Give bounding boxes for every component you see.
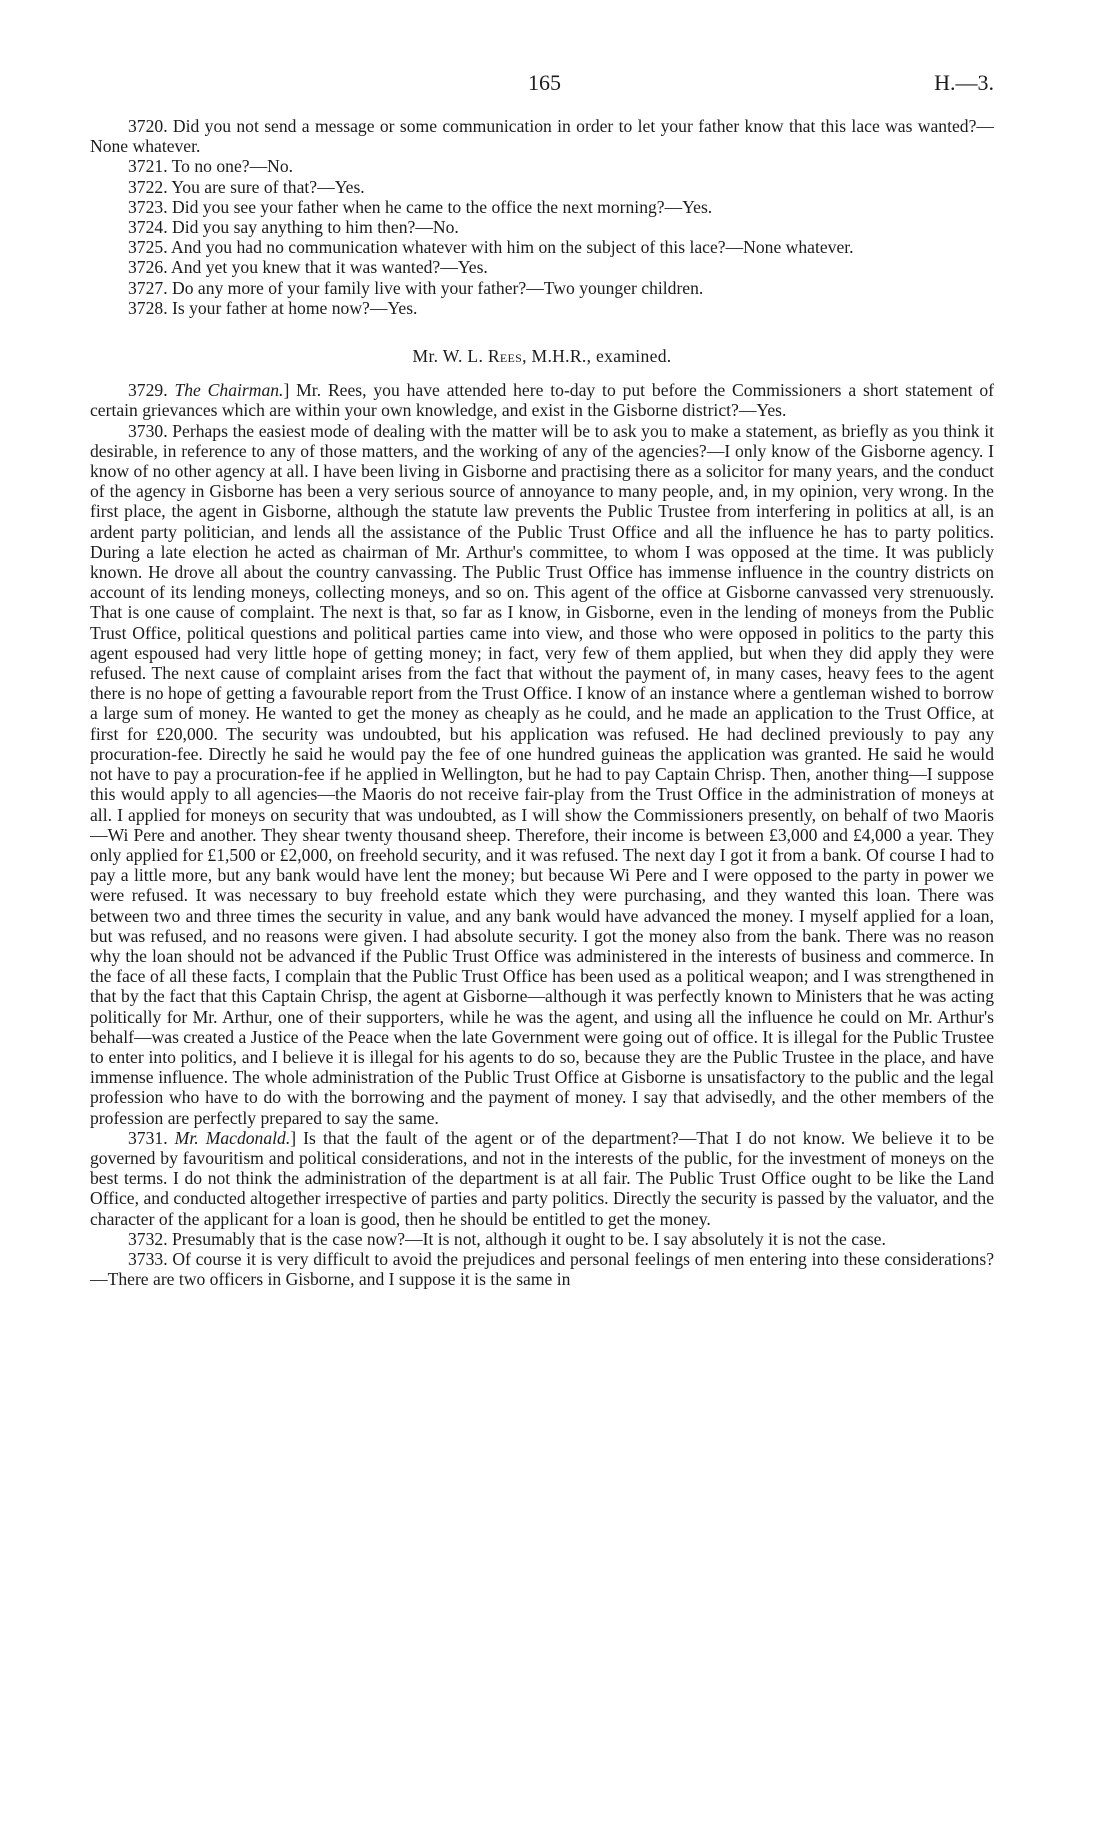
question-3724: 3724. Did you say anything to him then?—No.: [128, 217, 459, 238]
witness-heading: [90, 346, 994, 366]
heading-name: Rees: [487, 346, 523, 367]
body-text: [90, 116, 994, 1289]
question-3731: [90, 1128, 994, 1229]
question-3722: 3722. You are sure of that?—Yes.: [128, 176, 365, 197]
document-reference: H.—3.: [934, 70, 994, 95]
question-number: 3729.: [128, 380, 175, 401]
question-text: ] Mr. Rees, you have attended here to-day to put before the Commissioners a short statement of certain grievances which are within your own knowledge, and exist in the Gisborne district?—Yes.: [90, 380, 994, 421]
question-text: ] Is that the fault of the agent or of the department?—That I do not know. We believe it to be governed by favouritism and political considerations, and not in the interests of the public, for the investment of moneys on the best terms. I do not think the administration of the department is at all fair. The Public Trust Office ought to be like the Land Office, and conducted altogether irrespective of parties and party politics. Directly the security is passed by the valuator, and the character of the applicant for a loan is good, then he should be entitled to get the money.: [90, 1127, 995, 1229]
page-number: 165: [528, 70, 561, 95]
question-3720: 3720. Did you not send a message or some communication in order to let your father know that this lace was wanted?—None whatever.: [90, 116, 994, 157]
page-header: [90, 60, 994, 94]
question-3725: 3725. And you had no communication whatever with him on the subject of this lace?—None whatever.: [128, 237, 854, 258]
question-3733: 3733. Of course it is very difficult to avoid the prejudices and personal feelings of men entering into these considerations?—There are two officers in Gisborne, and I suppose it is the same in: [90, 1248, 994, 1290]
question-number: 3731.: [128, 1127, 175, 1148]
question-3732: 3732. Presumably that is the case now?—It is not, although it ought to be. I say absolutely it is not the case.: [128, 1228, 886, 1249]
question-3723: 3723. Did you see your father when he came to the office the next morning?—Yes.: [128, 196, 713, 217]
heading-prefix: Mr. W. L.: [412, 346, 488, 367]
question-3729: [90, 380, 994, 420]
heading-suffix: , M.H.R., examined.: [522, 346, 672, 367]
question-3726: 3726. And yet you knew that it was wanted?—Yes.: [128, 257, 488, 278]
speaker-name: Mr. Macdonald.: [174, 1127, 291, 1148]
question-3721: 3721. To no one?—No.: [128, 156, 294, 177]
question-3728: 3728. Is your father at home now?—Yes.: [128, 297, 418, 318]
question-3727: 3727. Do any more of your family live with your father?—Two younger children.: [128, 277, 704, 298]
question-3730: 3730. Perhaps the easiest mode of dealing with the matter will be to ask you to make a statement, as briefly as you think it desirable, in reference to any of those matters, and the working of any of the agencies?—I only know of the Gisborne agency. I know of no other agency at all. I have been living in Gisborne and practising there as a solicitor for many years, and the conduct of the agency in Gisborne has been a very serious source of annoyance to many people, and, in my opinion, very wrong. In the first place, the agent in Gisborne, although the statute law prevents the Public Trustee from interfering in politics at all, is an ardent party politician, and lends all the assistance of the Public Trust Office and all the influence he has to party politics. During a late election he acted as chairman of Mr. Arthur's committee, to whom I was opposed at the time. It was publicly known. He drove all about the country canvassing. The Public Trust Office has immense influence in the country districts on account of its lending moneys, collecting moneys, and so on. This agent of the office at Gisborne canvassed very strenuously. That is one cause of complaint. The next is that, so far as I know, in Gisborne, even in the lending of moneys from the Public Trust Office, political questions and political parties came into view, and those who were opposed in politics to the party this agent espoused had very little hope of getting money; in fact, very few of them applied, but when they did apply they were refused. The next cause of complaint arises from the fact that without the payment of, in many cases, heavy fees to the agent there is no hope of getting a favourable report from the Trust Office. I know of an instance where a gentleman wished to borrow a large sum of money. He wanted to get the money as cheaply as he could, and he made an application to the Trust Office, at first for £20,000. The security was undoubted, but his application was refused. He had declined previously to pay any procuration-fee. Directly he said he would pay the fee of one hundred guineas the application was granted. He said he would not have to pay a procuration-fee if he applied in Wellington, but he had to pay Captain Chrisp. Then, another thing—I suppose this would apply to all agencies—the Maoris do not receive fair-play from the Trust Office in the administration of moneys at all. I applied for moneys on security that was undoubted, as I will show the Commissioners presently, on behalf of two Maoris—Wi Pere and another. They shear twenty thousand sheep. Therefore, their income is between £3,000 and £4,000 a year. They only applied for £1,500 or £2,000, on freehold security, and it was refused. The next day I got it from a bank. Of course I had to pay a little more, but any bank would have lent the money; but because Wi Pere and I were opposed to the party in power we were refused. It was necessary to buy freehold estate which they were purchasing, and they wanted this loan. There was between two and three times the security in value, and any bank would have advanced the money. I myself applied for a loan, but was refused, and no reasons were given. I had absolute security. I got the money also from the bank. There was no reason why the loan should not be advanced if the Public Trust Office was administered in the interests of business and commerce. In the face of all these facts, I complain that the Public Trust Office has been used as a political weapon; and I was strengthened in that by the fact that this Captain Chrisp, the agent at Gisborne—although it was perfectly known to Ministers that he was acting politically for Mr. Arthur, one of their supporters, while he was the agent, and using all the influence he could on Mr. Arthur's behalf—was created a Justice of the Peace when the late Government were going out of office. It is illegal for the Public Trustee to enter into politics, and I believe it is illegal for his agents to do so, because they are the Public Trustee in the place, and have immense influence. The whole administration of the Public Trust Office at Gisborne is unsatisfactory to the public and the legal profession who have to do with the borrowing and the payment of money. I say that advisedly, and the other members of the profession are perfectly prepared to say the same.: [90, 420, 994, 1128]
speaker-name: The Chairman.: [174, 380, 284, 401]
